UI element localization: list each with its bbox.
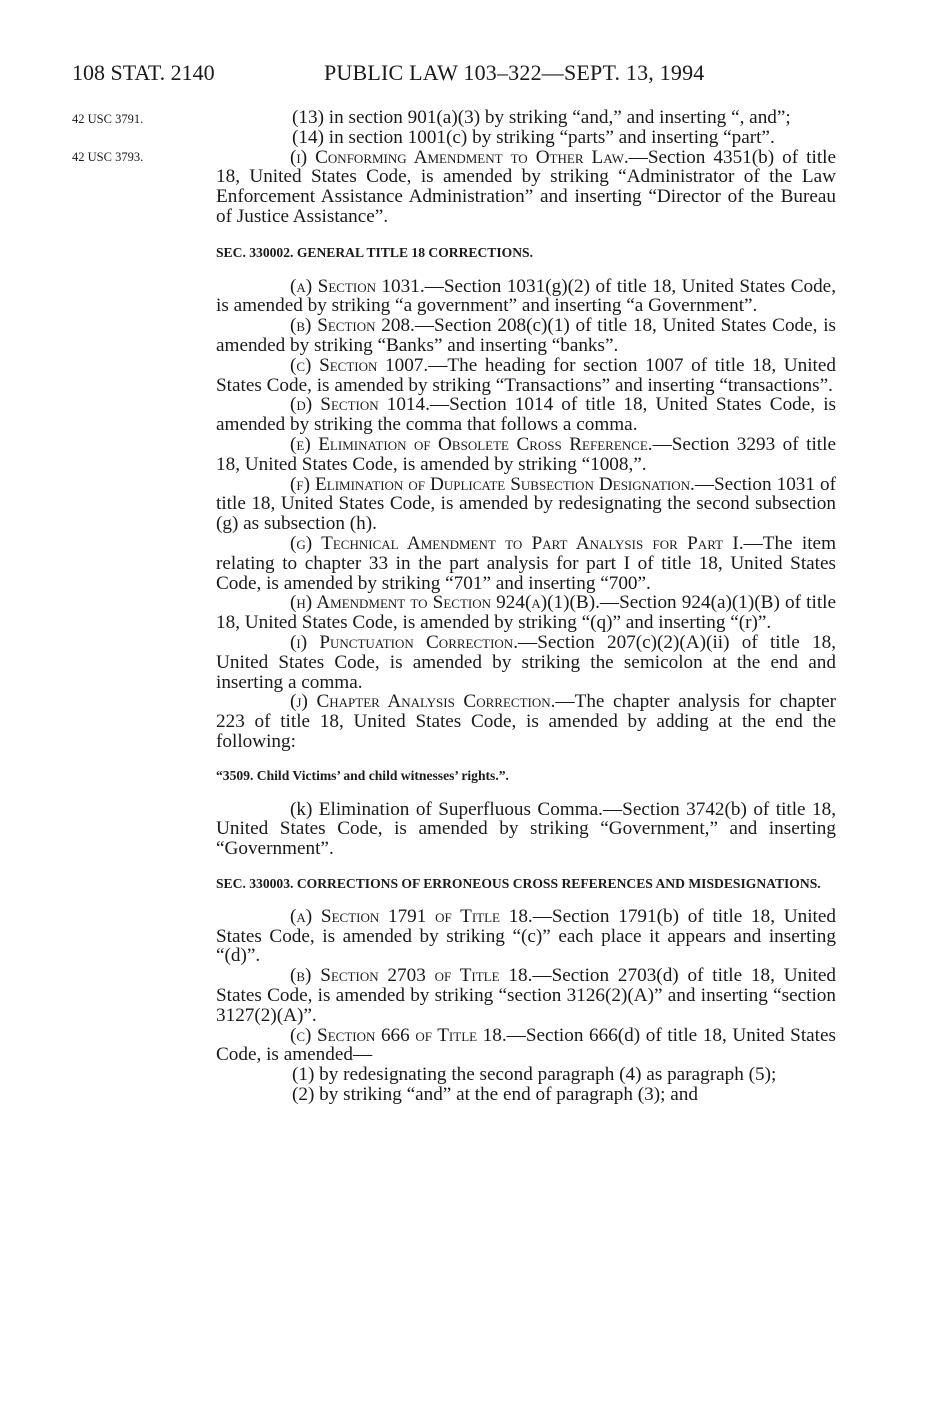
- subsection-j: [216, 692, 836, 751]
- subsection-heading: (h) Amendment to Section 924(a)(1)(B).: [290, 592, 600, 614]
- subsection-heading: (g) Technical Amendment to Part Analysis for Part I.: [290, 532, 744, 554]
- subsection-text: —The heading for section 1007 of title 18, United States Code, is amended by striking “Transactions” and inserting “transactions”.: [216, 354, 836, 396]
- subsection-text: —Section 1031(g)(2) of title 18, United States Code, is amended by striking “a government” and inserting “a Government”.: [216, 275, 836, 317]
- subsection-text: —Section 1014 of title 18, United States Code, is amended by striking the comma that follows a comma.: [216, 394, 836, 436]
- section-heading-330003: SEC. 330003. CORRECTIONS OF ERRONEOUS CROSS REFERENCES AND MISDESIGNATIONS.: [216, 875, 821, 891]
- subsection-heading: (j) Chapter Analysis Correction.: [290, 691, 556, 713]
- subsection-text: —Section 2703(d) of title 18, United States Code, is amended by striking “section 3126(2)(A)” and inserting “section 3127(2)(A)”.: [216, 965, 836, 1026]
- subsection-text: —Section 3293 of title 18, United States Code, is amended by striking “1008,”.: [216, 433, 836, 475]
- subsection-text: —Section 1791(b) of title 18, United States Code, is amended by striking “(c)” each place it appears and inserting “(d)”.: [216, 905, 836, 967]
- subsection-heading: (i) Punctuation Correction.: [290, 631, 518, 653]
- subsection-heading: (a) Section 1031.: [290, 275, 425, 297]
- subsection-text: —Section 208(c)(1) of title 18, United States Code, is amended by striking “Banks” and inserting “banks”.: [216, 315, 836, 356]
- subsection-heading: (b) Section 208.: [290, 315, 415, 337]
- section-heading-330002: SEC. 330002. GENERAL TITLE 18 CORRECTIONS.: [216, 244, 534, 260]
- paragraph-14: (14) in section 1001(c) by striking “parts” and inserting “part”.: [292, 126, 775, 148]
- chapter-analysis-quote: “3509. Child Victims’ and child witnesses’ rights.”.: [216, 767, 509, 783]
- subsection-d: [216, 395, 836, 435]
- subsection-heading: (b) Section 2703 of Title 18.: [290, 965, 533, 987]
- subsection-g: [216, 534, 836, 593]
- subsection-i-conforming: [216, 148, 836, 227]
- subsection-text: —Section 666(d) of title 18, United States Code, is amended—: [216, 1024, 836, 1066]
- subsection-text: —Section 924(a)(1)(B) of title 18, United States Code, is amended by striking “(q)” and inserting “(r)”.: [216, 592, 836, 634]
- subsection-h: [216, 593, 836, 633]
- subsection-heading: (a) Section 1791 of Title 18.: [290, 905, 533, 927]
- subsection-b-2703: [216, 966, 836, 1025]
- subsection-i: [216, 633, 836, 692]
- subsection-b: [216, 316, 836, 356]
- subsection-f: [216, 475, 836, 534]
- subsection-a: [216, 277, 836, 317]
- subsection-k: (k) Elimination of Superfluous Comma.—Section 3742(b) of title 18, United States Code, is amended by striking “Government,” and inserting “Government”.: [216, 798, 836, 860]
- margin-note-usc-3793: 42 USC 3793.: [72, 150, 144, 164]
- paragraph-c-2: (2) by striking “and” at the end of paragraph (3); and: [292, 1084, 698, 1106]
- paragraph-c-1: (1) by redesignating the second paragraph (4) as paragraph (5);: [292, 1064, 777, 1086]
- subsection-text: —Section 4351(b) of title 18, United States Code, is amended by striking “Administrator of the Law Enforcement Assistance Administration” and inserting “Director of the Bureau of Justice Assistance”.: [216, 146, 836, 227]
- page-header: [72, 60, 852, 90]
- stat-citation: 108 STAT. 2140: [72, 60, 215, 85]
- subsection-c-666: [216, 1026, 836, 1066]
- subsection-a-1791: [216, 907, 836, 966]
- subsection-text: —The chapter analysis for chapter 223 of title 18, United States Code, is amended by adding at the end the following:: [216, 691, 836, 752]
- subsection-e: [216, 435, 836, 475]
- paragraph-13: (13) in section 901(a)(3) by striking “and,” and inserting “, and”;: [292, 107, 791, 128]
- subsection-heading: (f) Elimination of Duplicate Subsection Designation.: [290, 473, 695, 495]
- subsection-text: —Section 207(c)(2)(A)(ii) of title 18, United States Code, is amended by striking the semicolon at the end and inserting a comma.: [216, 631, 836, 693]
- subsection-text: —Section 1031 of title 18, United States Code, is amended by redesignating the second subsection (g) as subsection (h).: [216, 473, 836, 535]
- public-law-title: PUBLIC LAW 103–322—SEPT. 13, 1994: [324, 60, 705, 85]
- subsection-heading: (d) Section 1014.: [290, 394, 430, 416]
- subsection-c: [216, 356, 836, 396]
- subsection-heading: (c) Section 666 of Title 18.: [290, 1024, 507, 1046]
- subsection-heading: (i) Conforming Amendment to Other Law.: [290, 146, 629, 168]
- margin-note-usc-3791: 42 USC 3791.: [72, 112, 144, 126]
- subsection-text: —The item relating to chapter 33 in the part analysis for part I of title 18, United States Code, is amended by striking “701” and inserting “700”.: [216, 532, 836, 594]
- subsection-heading: (c) Section 1007.: [290, 354, 429, 376]
- document-body: [216, 108, 836, 1105]
- subsection-heading: (e) Elimination of Obsolete Cross Reference.: [290, 433, 653, 455]
